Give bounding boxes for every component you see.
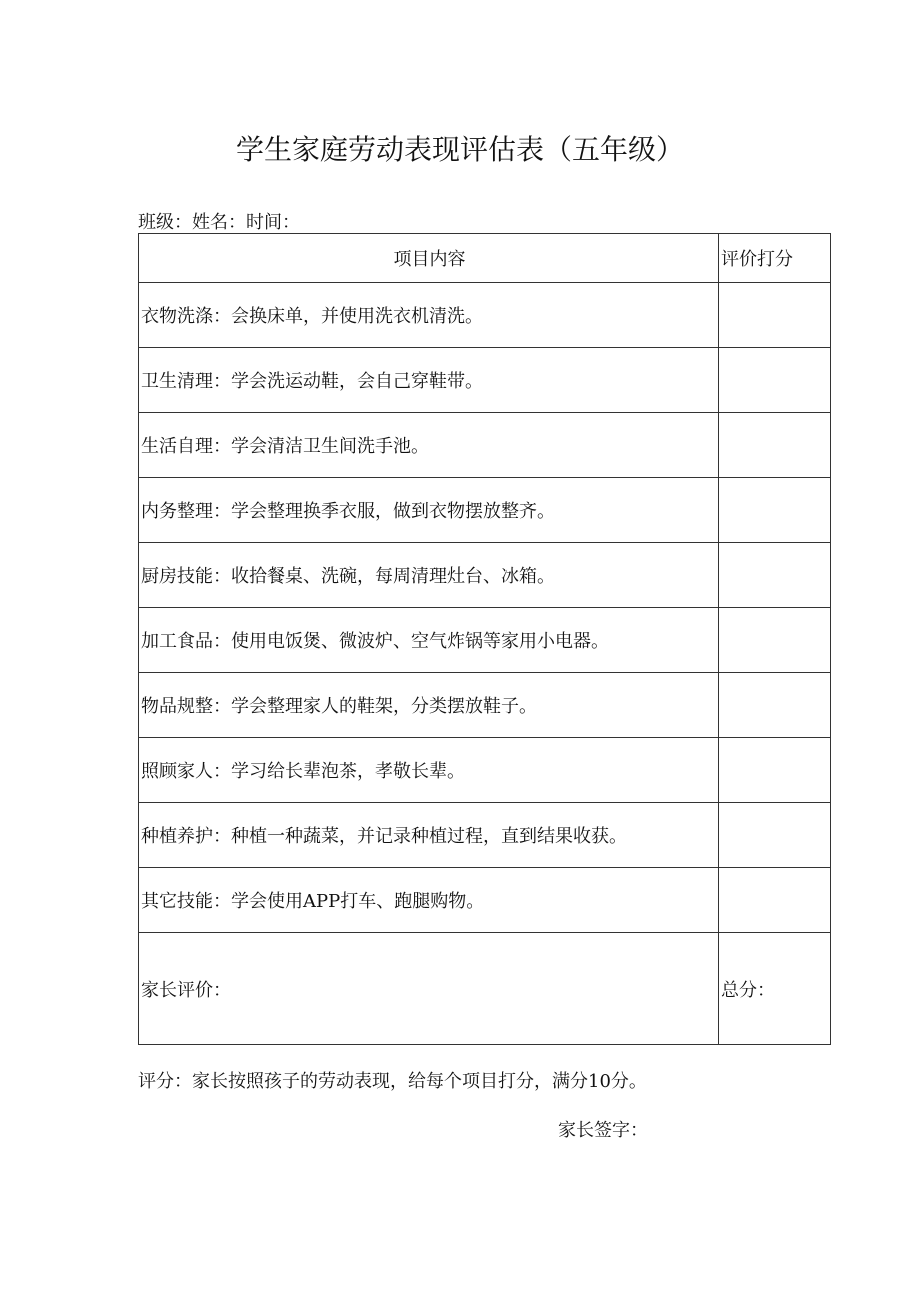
table-row xyxy=(139,543,831,608)
score-cell[interactable] xyxy=(719,803,831,868)
document-title: 学生家庭劳动表现评估表（五年级） xyxy=(235,133,684,166)
table-row xyxy=(139,348,831,413)
parent-evaluation-row xyxy=(139,933,831,1045)
parent-evaluation-cell[interactable]: 家长评价： xyxy=(139,933,719,1045)
item-content-cell: 种植养护：种植一种蔬菜，并记录种植过程，直到结果收获。 xyxy=(139,803,719,868)
item-content-cell: 卫生清理：学会洗运动鞋，会自己穿鞋带。 xyxy=(139,348,719,413)
item-content-cell: 衣物洗涤：会换床单，并使用洗衣机清洗。 xyxy=(139,283,719,348)
item-content-cell: 照顾家人：学习给长辈泡茶，孝敬长辈。 xyxy=(139,738,719,803)
item-content-cell: 加工食品：使用电饭煲、微波炉、空气炸锅等家用小电器。 xyxy=(139,608,719,673)
table-row xyxy=(139,803,831,868)
table-row xyxy=(139,283,831,348)
header-score: 评价打分 xyxy=(719,234,831,283)
scoring-note: 评分：家长按照孩子的劳动表现，给每个项目打分，满分10分。 xyxy=(138,1071,647,1092)
item-content-cell: 物品规整：学会整理家人的鞋架，分类摆放鞋子。 xyxy=(139,673,719,738)
item-content-cell: 其它技能：学会使用APP打车、跑腿购物。 xyxy=(139,868,719,933)
item-content-cell: 内务整理：学会整理换季衣服，做到衣物摆放整齐。 xyxy=(139,478,719,543)
table-row xyxy=(139,868,831,933)
score-cell[interactable] xyxy=(719,673,831,738)
score-cell[interactable] xyxy=(719,868,831,933)
item-content-cell: 厨房技能：收拾餐桌、洗碗，每周清理灶台、冰箱。 xyxy=(139,543,719,608)
parent-signature-label: 家长签字： xyxy=(558,1120,648,1141)
score-cell[interactable] xyxy=(719,738,831,803)
total-score-cell[interactable]: 总分： xyxy=(719,933,831,1045)
table-row xyxy=(139,478,831,543)
score-cell[interactable] xyxy=(719,348,831,413)
score-cell[interactable] xyxy=(719,543,831,608)
table-row xyxy=(139,413,831,478)
score-cell[interactable] xyxy=(719,608,831,673)
table-header-row xyxy=(139,234,831,283)
class-name-time-line: 班级：姓名：时间： xyxy=(138,212,300,233)
score-cell[interactable] xyxy=(719,478,831,543)
item-content-cell: 生活自理：学会清洁卫生间洗手池。 xyxy=(139,413,719,478)
table-row xyxy=(139,608,831,673)
table-row xyxy=(139,673,831,738)
header-item-content: 项目内容 xyxy=(139,234,719,283)
evaluation-table xyxy=(138,233,831,1045)
table-row xyxy=(139,738,831,803)
score-cell[interactable] xyxy=(719,283,831,348)
score-cell[interactable] xyxy=(719,413,831,478)
